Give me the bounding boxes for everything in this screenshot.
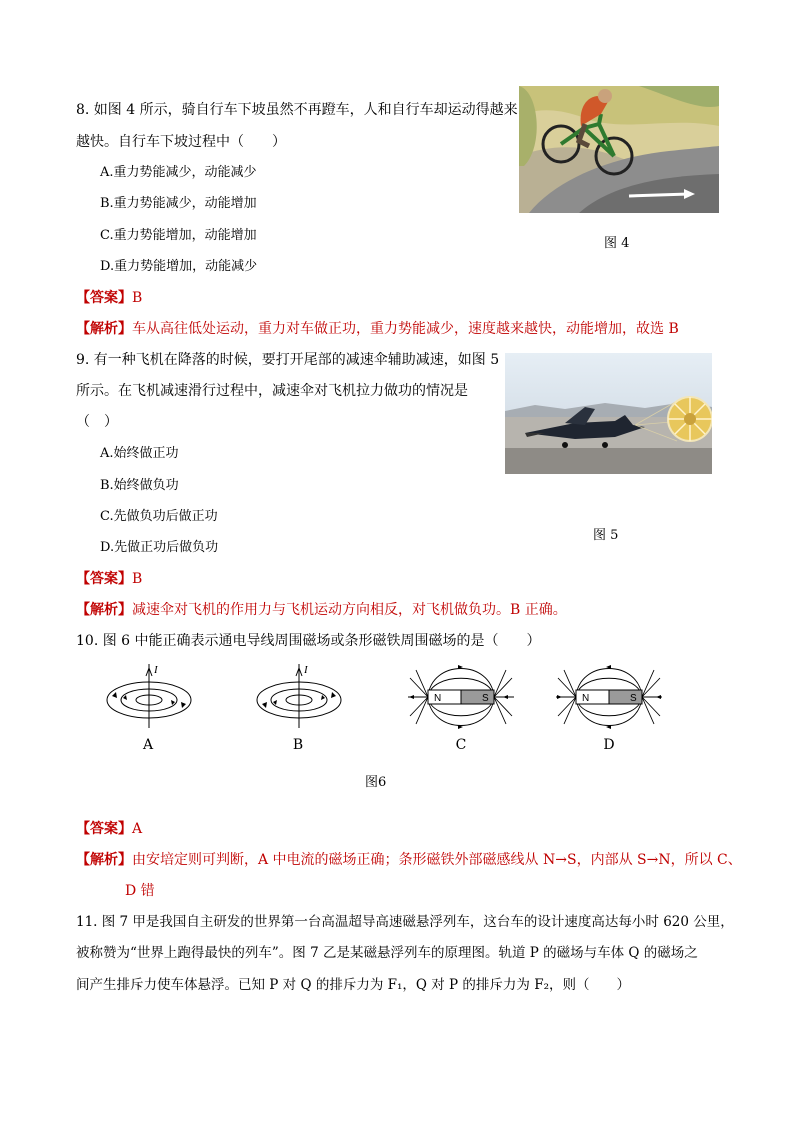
q10-answer <box>76 820 142 838</box>
analysis-text: 减速伞对飞机的作用力与飞机运动方向相反，对飞机做负功。B 正确。 <box>132 602 567 618</box>
q9-line-1: 9. 有一种飞机在降落的时候，要打开尾部的减速伞辅助减速，如图 5 <box>76 352 500 368</box>
q10-analysis <box>76 851 742 869</box>
q8-option-c: C.重力势能增加，动能增加 <box>100 228 257 243</box>
figure-5-caption: 图 5 <box>593 528 619 543</box>
answer-tag: 【答案】 <box>76 821 132 837</box>
q8-option-a: A.重力势能减少，动能减少 <box>100 165 257 180</box>
analysis-tag: 【解析】 <box>76 602 132 618</box>
figure-6c-bar-magnet-field <box>406 664 516 730</box>
figure-6b-wire-field <box>254 662 344 730</box>
answer-tag: 【答案】 <box>76 290 132 306</box>
jet-parachute-photo <box>505 353 712 474</box>
current-label: I <box>154 664 158 676</box>
q8-option-b: B.重力势能减少，动能增加 <box>100 196 257 211</box>
bicycle-downhill-photo <box>519 86 719 213</box>
figure-6a-wire-field <box>104 662 194 730</box>
q11-line-1: 11. 图 7 甲是我国自主研发的世界第一台高温超导高速磁悬浮列车，这台车的设计速度高达每小时 620 公里， <box>76 914 734 930</box>
pole-s-label: S <box>630 693 637 704</box>
figure-4-caption: 图 4 <box>604 236 630 251</box>
q8-analysis <box>76 320 679 338</box>
answer-tag: 【答案】 <box>76 571 132 587</box>
current-label: I <box>304 664 308 676</box>
q8-answer <box>76 289 142 307</box>
analysis-text-line-1: 由安培定则可判断，A 中电流的磁场正确；条形磁铁外部磁感线从 N→S，内部从 S→N，所以 C、 <box>132 852 742 868</box>
pole-n-label: N <box>582 693 590 704</box>
figure-6-caption: 图6 <box>365 775 387 790</box>
analysis-text-line-2: D 错 <box>125 883 155 899</box>
analysis-tag: 【解析】 <box>76 321 132 337</box>
pole-s-label: S <box>482 693 489 704</box>
answer-value: B <box>132 290 143 306</box>
analysis-text: 车从高往低处运动，重力对车做正功，重力势能减少，速度越来越快，动能增加，故选 B <box>132 321 679 337</box>
q9-line-2: 所示。在飞机减速滑行过程中，减速伞对飞机拉力做功的情况是 <box>76 383 468 399</box>
figure-label-c: C <box>455 737 467 753</box>
q9-option-c: C.先做负功后做正功 <box>100 509 218 524</box>
pole-n-label: N <box>434 693 442 704</box>
figure-6d-bar-magnet-field <box>554 664 664 730</box>
q10-line-1: 10. 图 6 中能正确表示通电导线周围磁场或条形磁铁周围磁场的是（ ） <box>76 633 541 649</box>
answer-value: A <box>132 821 143 837</box>
q9-answer <box>76 570 142 588</box>
q9-analysis <box>76 601 567 619</box>
figure-label-d: D <box>603 737 615 753</box>
q8-line-1: 8. 如图 4 所示，骑自行车下坡虽然不再蹬车，人和自行车却运动得越来 <box>76 102 518 118</box>
q8-option-d: D.重力势能增加，动能减少 <box>100 259 258 274</box>
figure-label-a: A <box>142 737 154 753</box>
analysis-tag: 【解析】 <box>76 852 132 868</box>
q11-line-2: 被称赞为“世界上跑得最快的列车”。图 7 乙是某磁悬浮列车的原理图。轨道 P 的磁场与车体 Q 的磁场之 <box>76 945 698 961</box>
q9-option-d: D.先做正功后做负功 <box>100 540 219 555</box>
q8-line-2: 越快。自行车下坡过程中（ ） <box>76 134 286 150</box>
q9-line-3: （ ） <box>76 414 118 430</box>
figure-label-b: B <box>292 737 304 753</box>
q9-option-b: B.始终做负功 <box>100 478 179 493</box>
q11-line-3: 间产生排斥力使车体悬浮。已知 P 对 Q 的排斥力为 F₁，Q 对 P 的排斥力为 F₂，则（ ） <box>76 977 630 993</box>
answer-value: B <box>132 571 143 587</box>
q9-option-a: A.始终做正功 <box>100 446 179 461</box>
